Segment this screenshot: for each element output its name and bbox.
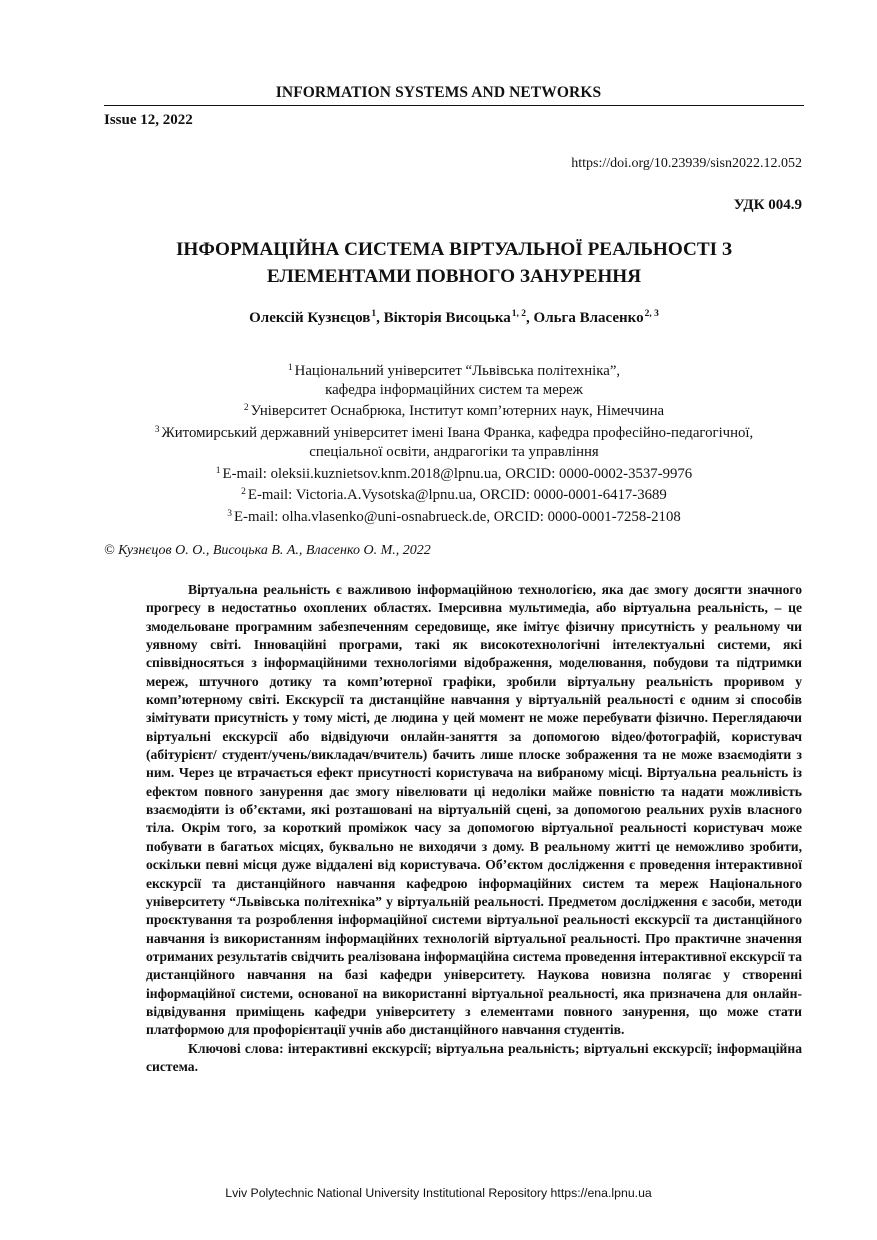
author-separator: , bbox=[376, 310, 384, 326]
affiliation-text: Житомирський державний університет імені Івана Франка, кафедра професійно-педагогічної, bbox=[161, 425, 754, 442]
header-rule bbox=[104, 105, 804, 106]
author-affiliation-mark: 1 bbox=[371, 309, 377, 319]
journal-title: INFORMATION SYSTEMS AND NETWORKS bbox=[275, 84, 602, 101]
affiliation-2 bbox=[104, 399, 804, 421]
issue-label: Issue 12, 2022 bbox=[104, 112, 193, 128]
email-3 bbox=[104, 505, 804, 527]
affiliation-text: Університет Оснабрюка, Інститут комп’ютерних наук, Німеччина bbox=[250, 403, 665, 420]
udk-code: УДК 004.9 bbox=[733, 197, 802, 213]
repository-footer: Lviv Polytechnic National University Institutional Repository https://ena.lpnu.ua bbox=[225, 1186, 652, 1200]
affiliation-mark: 2 bbox=[243, 403, 249, 414]
affiliation-mark: 1 bbox=[287, 363, 293, 373]
abstract-block bbox=[146, 581, 802, 1076]
email-mark: 3 bbox=[227, 508, 232, 519]
author-name: Вікторія Висоцька bbox=[383, 310, 511, 326]
email-mark: 2 bbox=[241, 487, 246, 498]
affiliations-block bbox=[104, 359, 804, 527]
affiliation-1 bbox=[104, 359, 804, 381]
email-text[interactable]: E-mail: oleksii.kuznietsov.knm.2018@lpnu.ua, ORCID: 0000-0002-3537-9976 bbox=[222, 465, 693, 482]
email-2 bbox=[104, 483, 804, 505]
author-name: Олексій Кузнєцов bbox=[249, 310, 371, 326]
email-text[interactable]: E-mail: Victoria.A.Vysotska@lpnu.ua, ORCID: 0000-0001-6417-3689 bbox=[247, 487, 667, 504]
affiliation-1-department: кафедра інформаційних систем та мереж bbox=[325, 381, 583, 398]
abstract-text: Віртуальна реальність є важливою інформаційною технологією, яка дає змогу досягти значного прогресу в недостатньо охоплених областях. Імерсивна мультимедіа, або віртуальна реальність, – це змодельоване програмним забезпеченням середовище, яке імітує фізичну присутність у реальному чи уявному світі. Інноваційні програми, такі як високотехнологічні інтелектуальні системи, які співвідносяться з інформаційними технологіями відображення, моделювання, побудови та підтримки мереж, штучного дотику та комп’ютерної графіки, зробили віртуальну реальність проривом у комп’ютерному світі. Екскурсії та дистанційне навчання у віртуальній реальності є одним зі способів зімітувати присутність у тому місті, де людина у цей момент не може перебувати фізично. Переглядаючи віртуальні екскурсії або відвідуючи онлайн-заняття за допомогою відео/фотографій, користувач (абітурієнт/ студент/учень/викладач/вчитель) бачить лише плоске зображення та не може взаємодіяти з ним. Через це втрачається ефект присутності користувача на вибраному місці. Віртуальна реальність із ефектом повного занурення дає змогу нівелювати ці недоліки майже повністю та надати можливість взаємодіяти із об’єктами, які розташовані на віртуальній сцені, за допомогою реальних рухів власного тіла. Окрім того, за короткий проміжок часу за допомогою віртуальної реальності користувач може побувати в багатьох місцях, буквально не виходячи з дому. В реальному житті це неможливо зробити, оскільки певні місця дуже віддалені від користувача. Об’єктом дослідження є проведення інтерактивної екскурсії та дистанційного навчання кафедрою інформаційних систем та мереж Національного університету “Львівська політехніка” у віртуальній реальності. Предметом дослідження є засоби, методи проєктування та розроблення інформаційної системи віртуальної реальності екскурсії та дистанційного навчання із використанням інформаційних технологій віртуальної реальності. Про практичне значення отриманих результатів свідчить реалізована інформаційна система проведення інтерактивної екскурсії та дистанційного навчання на базі кафедри університету. Наукова новизна полягає у створенні інформаційної системи, основаної на використанні віртуальної реальності, яка призначена для онлайн-відвідування приміщень кафедри університету з елементами повного занурення, що може стати платформою для профорієнтації учнів або дистанційного навчання студентів. bbox=[146, 582, 802, 1038]
keywords: Ключові слова: інтерактивні екскурсії; віртуальна реальність; віртуальні екскурсії; інформаційна система. bbox=[146, 1040, 802, 1074]
affiliation-3-continued: спеціальної освіти, андрагогіки та управління bbox=[309, 443, 599, 460]
affiliation-mark: 3 bbox=[154, 425, 160, 436]
copyright-notice: © Кузнєцов О. О., Висоцька В. А., Власенко О. М., 2022 bbox=[104, 543, 431, 558]
affiliation-3 bbox=[104, 421, 804, 443]
affiliation-text: Національний університет “Львівська політехніка”, bbox=[294, 363, 621, 379]
article-title bbox=[104, 236, 804, 290]
author-name: Ольга Власенко bbox=[533, 310, 644, 326]
author-affiliation-mark: 2, 3 bbox=[644, 309, 659, 319]
author-affiliation-mark: 1, 2 bbox=[511, 309, 527, 319]
email-text[interactable]: E-mail: olha.vlasenko@uni-osnabrueck.de, ORCID: 0000-0001-7258-2108 bbox=[233, 508, 681, 525]
email-1 bbox=[104, 462, 804, 484]
author-list bbox=[104, 309, 804, 327]
doi-link[interactable]: https://doi.org/10.23939/sisn2022.12.052 bbox=[571, 156, 802, 171]
author-separator: , bbox=[526, 310, 534, 326]
title-line-2: ЕЛЕМЕНТАМИ ПОВНОГО ЗАНУРЕННЯ bbox=[266, 266, 642, 287]
title-line-1: ІНФОРМАЦІЙНА СИСТЕМА ВІРТУАЛЬНОЇ РЕАЛЬНОСТІ З bbox=[175, 239, 733, 260]
email-mark: 1 bbox=[215, 465, 221, 476]
